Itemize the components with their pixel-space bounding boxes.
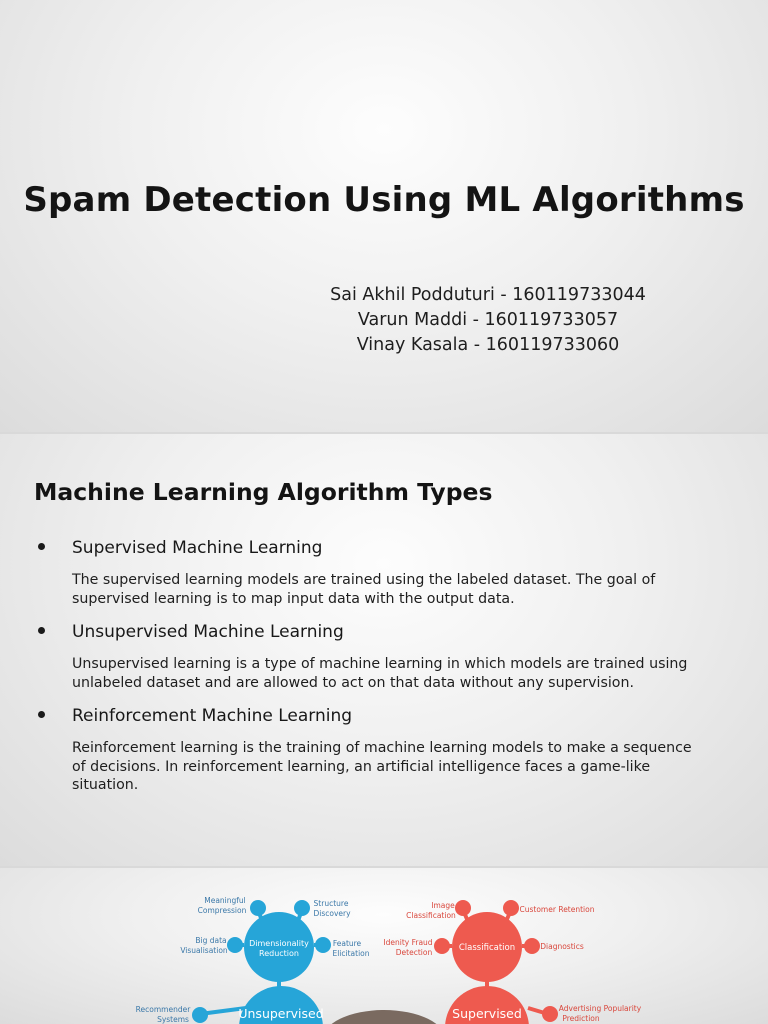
ml-types-slide [0, 434, 768, 866]
title-slide [0, 0, 768, 432]
node-dot [434, 938, 450, 954]
center-hub [322, 1010, 446, 1024]
bullet-icon [38, 627, 45, 634]
desc-line: Unsupervised learning is a type of machine learning in which models are trained using [72, 656, 688, 672]
node-dot [455, 900, 471, 916]
leaf-label: Prediction [562, 1014, 600, 1023]
node-dot [503, 900, 519, 916]
node-label: Classification [458, 943, 516, 953]
leaf-label: Systems [157, 1015, 189, 1024]
node-dot [294, 900, 310, 916]
desc-line: supervised learning is to map input data with the output data. [72, 590, 515, 607]
bullet-icon [38, 711, 45, 718]
reinforcement-description [72, 739, 732, 795]
slide-title: Machine Learning Algorithm Types [34, 478, 493, 506]
supervised-heading [38, 538, 322, 558]
leaf-label: Image [431, 901, 455, 910]
node-label: Reduction [259, 949, 299, 958]
reinforcement-heading [38, 706, 352, 726]
node-dot [192, 1007, 208, 1023]
ml-diagram-slide [0, 868, 768, 1024]
unsupervised-heading [38, 622, 344, 642]
author-line: Vinay Kasala - 160119733060 [356, 335, 620, 355]
supervised-description [72, 571, 732, 608]
leaf-label: Visualisation [180, 946, 228, 955]
ml-types-diagram [0, 868, 768, 1024]
leaf-label: Classification [406, 911, 456, 920]
leaf-label: Advertising Popularity [558, 1004, 642, 1013]
leaf-label: Idenity Fraud [383, 938, 433, 947]
leaf-label: Diagnostics [540, 942, 584, 951]
bullet-icon [38, 543, 45, 550]
author-list [300, 283, 676, 358]
leaf-label: Elicitation [332, 949, 370, 958]
leaf-label: Compression [197, 906, 247, 915]
node-dot [250, 900, 266, 916]
author-line: Varun Maddi - 160119733057 [357, 310, 619, 330]
author-line: Sai Akhil Podduturi - 160119733044 [330, 285, 646, 305]
leaf-label: Feature [332, 939, 362, 948]
heading-text: Supervised Machine Learning [72, 538, 323, 558]
desc-line: unlabeled dataset and are allowed to act on that data without any supervision. [72, 674, 634, 691]
unsupervised-label: Unsupervised [238, 1006, 324, 1021]
heading-text: Reinforcement Machine Learning [72, 706, 353, 726]
desc-line: Reinforcement learning is the training of machine learning models to make a sequence [72, 740, 692, 756]
desc-line: situation. [72, 777, 139, 793]
heading-text: Unsupervised Machine Learning [72, 622, 344, 642]
presentation-title: Spam Detection Using ML Algorithms [23, 180, 745, 220]
node-dot [524, 938, 540, 954]
leaf-label: Structure [313, 899, 349, 908]
supervised-label: Supervised [452, 1006, 522, 1021]
node-label: Dimensionality [249, 939, 309, 948]
leaf-label: Big data [195, 936, 227, 945]
leaf-label: Customer Retention [519, 905, 595, 914]
node-dot [542, 1006, 558, 1022]
leaf-label: Detection [395, 948, 433, 957]
node-dot [315, 937, 331, 953]
desc-line: of decisions. In reinforcement learning, an artificial intelligence faces a game-like [72, 758, 651, 775]
leaf-label: Recommender [135, 1005, 191, 1014]
node-dot [227, 937, 243, 953]
leaf-label: Meaningful [204, 896, 246, 905]
desc-line: The supervised learning models are trained using the labeled dataset. The goal of [72, 572, 656, 588]
leaf-label: Discovery [313, 909, 351, 918]
unsupervised-description [72, 655, 732, 692]
